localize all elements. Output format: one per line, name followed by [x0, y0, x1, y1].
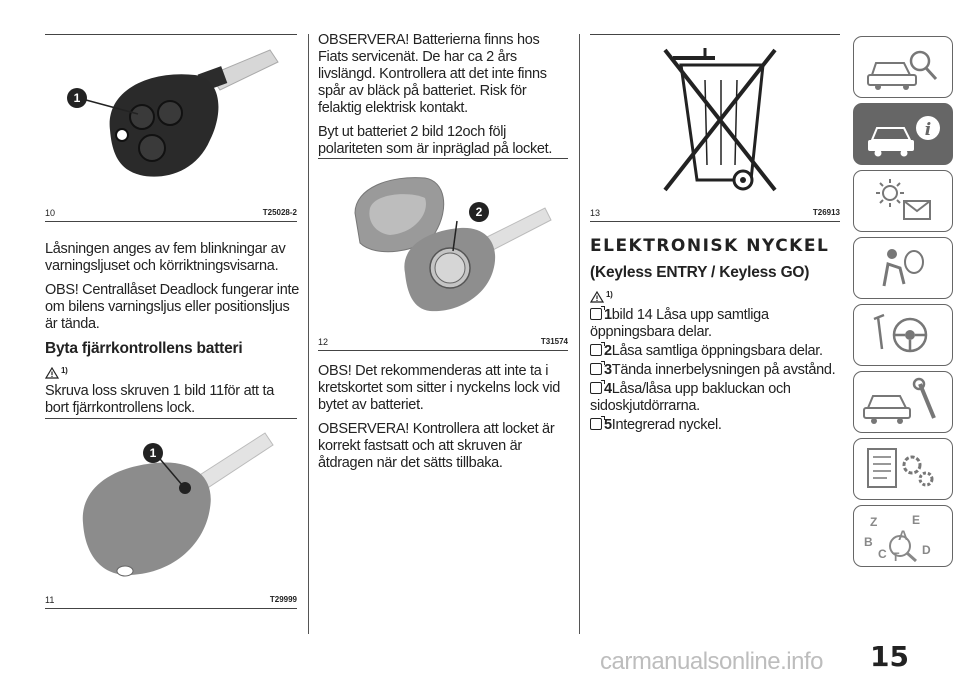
fig11-code: T29999: [269, 595, 297, 604]
section-warning: [590, 283, 840, 303]
fig12-code: T31574: [540, 337, 568, 346]
battery-warning: [45, 359, 300, 379]
bullet-square-icon: [590, 308, 602, 320]
warning-triangle-icon: [590, 291, 604, 303]
tab-car-info[interactable]: [853, 103, 953, 165]
fig10-top-rule: [45, 34, 297, 35]
airbag-icon: [854, 238, 951, 297]
fig11-callout: 1: [149, 446, 157, 460]
list-item: 4Låsa/låsa upp bakluckan och sidoskjutdörrarna.: [590, 381, 791, 414]
fig12-caption: [318, 337, 568, 347]
svg-text:C: C: [878, 547, 887, 561]
settings-list-icon: [854, 439, 951, 498]
watermark: carmanualsonline.info: [600, 648, 823, 675]
svg-text:Z: Z: [870, 515, 878, 529]
fig11-number: 11: [45, 595, 55, 605]
tab-car-search[interactable]: [853, 36, 953, 98]
fig11-bottom-rule: [45, 608, 297, 609]
column3-text: [590, 238, 840, 436]
section-subtitle: (Keyless ENTRY / Keyless GO): [590, 264, 810, 281]
fig10-code: T25028-2: [262, 208, 297, 217]
fig13-top-rule: [590, 34, 840, 35]
feature-list: [590, 307, 840, 434]
column2-para3: OBS! Det rekommenderas att inte ta i kretskortet som sitter i nyckelns lock vid bytet av batteriet.: [318, 363, 561, 413]
fig13-number: 13: [590, 208, 601, 218]
bullet-square-icon: [590, 363, 602, 375]
fig11-caption: [45, 595, 297, 605]
fig13-recycle-bin-icon: [655, 40, 785, 200]
tab-airbag[interactable]: [853, 237, 953, 299]
fig12-battery-image: [345, 163, 565, 323]
fig12-bottom-rule: [318, 350, 568, 351]
bullet-square-icon: [590, 418, 602, 430]
tab-settings-list[interactable]: [853, 438, 953, 500]
list-item: 1bild 14 Låsa upp samtliga öppningsbara delar.: [590, 307, 769, 340]
fig12-callout: 2: [475, 205, 483, 219]
column2-text-top: [318, 32, 573, 165]
steering-icon: [854, 305, 951, 364]
list-item: 3Tända innerbelysningen på avstånd.: [590, 362, 840, 379]
fig11-top-rule: [45, 418, 297, 419]
warning-triangle-icon: [45, 367, 59, 379]
section-title: ELEKTRONISK NYCKEL: [590, 236, 830, 256]
list-item: 5Integrerad nyckel.: [590, 417, 840, 434]
warning-lights-icon: [854, 171, 951, 230]
column-divider-1: [308, 34, 309, 634]
page-number: 15: [870, 640, 909, 673]
section-ref: 1): [606, 290, 613, 299]
fig12-number: 12: [318, 337, 329, 347]
column-divider-2: [579, 34, 580, 634]
svg-text:i: i: [924, 120, 932, 140]
column1-para1: Låsningen anges av fem blinkningar av varningsljuset och körriktningsvisarna.: [45, 241, 286, 274]
tab-index[interactable]: [853, 505, 953, 567]
fig10-number: 10: [45, 208, 56, 218]
car-service-icon: [854, 372, 951, 431]
fig10-bottom-rule: [45, 221, 297, 222]
car-search-icon: [854, 37, 951, 96]
column2-para2: Byt ut batteriet 2 bild 12och följ polariteten som är inpräglad på locket.: [318, 124, 553, 157]
fig12-top-rule: [318, 158, 568, 159]
svg-text:B: B: [864, 535, 873, 549]
fig10-callout: 1: [73, 91, 81, 105]
fig13-bottom-rule: [590, 221, 840, 222]
tab-warning-lights[interactable]: [853, 170, 953, 232]
fig10-remote-key-image: [60, 40, 290, 195]
column2-text-bottom: [318, 363, 573, 479]
column2-para4: OBSERVERA! Kontrollera att locket är korrekt fastsatt och att skruven är åtdragen när det sätts tillbaka.: [318, 421, 555, 471]
battery-ref: 1): [61, 366, 68, 375]
bullet-square-icon: [590, 344, 602, 356]
column1-para2: OBS! Centrallåset Deadlock fungerar inte om bilens varningsljus eller positionsljus är tända.: [45, 282, 299, 332]
svg-text:D: D: [922, 543, 931, 557]
tab-car-service[interactable]: [853, 371, 953, 433]
tab-steering[interactable]: [853, 304, 953, 366]
svg-text:E: E: [912, 513, 921, 527]
column1-text: [45, 241, 300, 424]
battery-heading: Byta fjärrkontrollens batteri: [45, 340, 243, 357]
fig13-caption: [590, 208, 840, 218]
svg-text:T: T: [892, 550, 900, 564]
list-item: 2Låsa samtliga öppningsbara delar.: [590, 343, 840, 360]
fig11-key-back-image: [75, 423, 300, 583]
fig10-caption: [45, 208, 297, 218]
svg-text:A: A: [898, 527, 909, 543]
fig13-code: T26913: [812, 208, 840, 217]
column2-para1: OBSERVERA! Batterierna finns hos Fiats servicenät. De har ca 2 års livslängd. Kontrollera att det inte finns spår av bläck på batteriet. Risk för felaktig elektrisk kontakt.: [318, 32, 547, 116]
column1-para3: Skruva loss skruven 1 bild 11för att ta bort fjärrkontrollens lock.: [45, 383, 275, 416]
car-info-icon: [854, 104, 951, 163]
bullet-square-icon: [590, 382, 602, 394]
index-icon: [854, 506, 951, 565]
